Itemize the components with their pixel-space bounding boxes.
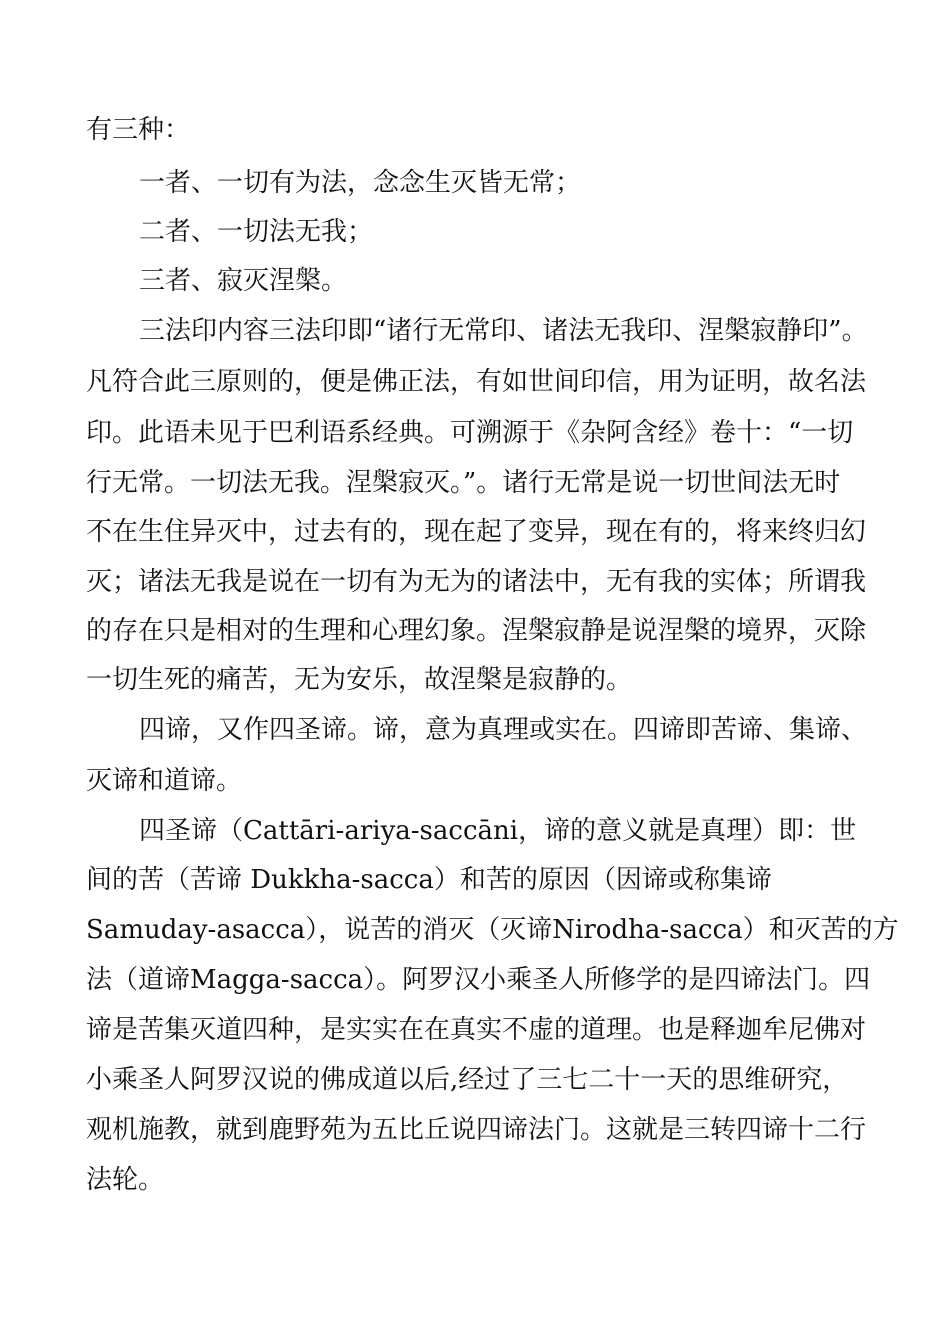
paragraph-line: Samuday-asacca），说苦的消灭（灭谛Nirodha-sacca）和灭苦的方 — [86, 915, 899, 945]
paragraph-line: 一切生死的痛苦，无为安乐，故涅槃是寂静的。 — [86, 665, 633, 695]
paragraph-line: 法（道谛Magga-sacca）。阿罗汉小乘圣人所修学的是四谛法门。四 — [86, 965, 871, 995]
paragraph-line: 四圣谛（Cattāri-ariya-saccāni，谛的意义就是真理）即：世 — [139, 816, 857, 846]
paragraph-line: 印。此语未见于巴利语系经典。可溯源于《杂阿含经》卷十：“一切 — [86, 418, 854, 448]
paragraph-line: 灭；诸法无我是说在一切有为无为的诸法中，无有我的实体；所谓我 — [86, 567, 867, 597]
paragraph-line: 灭谛和道谛。 — [86, 766, 243, 796]
paragraph-line: 间的苦（苦谛 Dukkha-sacca）和苦的原因（因谛或称集谛 — [86, 865, 772, 895]
text-line: 三者、寂灭涅槃。 — [139, 266, 348, 296]
paragraph-line: 凡符合此三原则的，便是佛正法，有如世间印信，用为证明，故名法 — [86, 367, 867, 397]
paragraph-line: 观机施教，就到鹿野苑为五比丘说四谛法门。这就是三转四谛十二行 — [86, 1115, 867, 1145]
paragraph-line: 谛是苦集灭道四种，是实实在在真实不虚的道理。也是释迦牟尼佛对 — [86, 1015, 867, 1045]
paragraph-line: 法轮。 — [86, 1165, 165, 1195]
text-line: 有三种： — [86, 115, 191, 145]
text-line: 二者、一切法无我； — [139, 217, 374, 247]
paragraph-line: 三法印内容三法印即“诸行无常印、诸法无我印、涅槃寂静印”。 — [139, 316, 868, 346]
paragraph-line: 小乘圣人阿罗汉说的佛成道以后,经过了三七二十一天的思维研究， — [86, 1065, 849, 1095]
paragraph-line: 行无常。一切法无我。涅槃寂灭。”。诸行无常是说一切世间法无时 — [86, 468, 841, 498]
paragraph-line: 四谛，又作四圣谛。谛，意为真理或实在。四谛即苦谛、集谛、 — [139, 715, 868, 745]
paragraph-line: 不在生住异灭中，过去有的，现在起了变异，现在有的，将来终归幻 — [86, 517, 867, 547]
paragraph-line: 的存在只是相对的生理和心理幻象。涅槃寂静是说涅槃的境界，灭除 — [86, 616, 867, 646]
text-line: 一者、一切有为法，念念生灭皆无常； — [139, 168, 582, 198]
